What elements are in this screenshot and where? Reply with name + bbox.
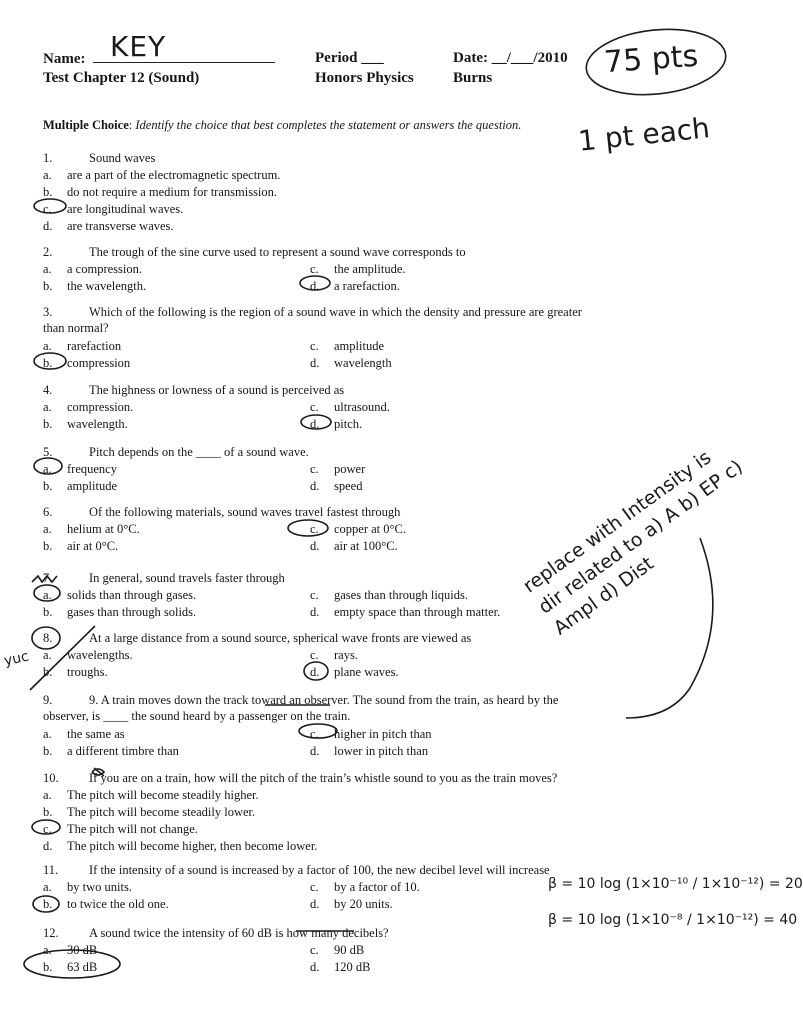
question-number: 8. bbox=[43, 631, 53, 645]
option-text: frequency bbox=[67, 462, 117, 476]
option-letter: b. bbox=[43, 185, 53, 199]
option-letter: b. bbox=[43, 417, 53, 431]
option-text: solids than through gases. bbox=[67, 588, 197, 602]
option-letter: b. bbox=[43, 539, 53, 553]
question-text: If you are on a train, how will the pitch of the train’s whistle sound to you as the train moves? bbox=[89, 771, 558, 785]
option-text: 30 dB bbox=[67, 943, 98, 957]
option-letter: b. bbox=[43, 356, 53, 370]
option-text: a compression. bbox=[67, 262, 142, 276]
option-letter: c. bbox=[43, 202, 52, 216]
question-text: Which of the following is the region of a sound wave in which the density and pressure are greater bbox=[89, 305, 582, 319]
question-number: 7. bbox=[43, 571, 53, 585]
question-number: 12. bbox=[43, 926, 59, 940]
option-text: gases than through liquids. bbox=[334, 588, 469, 602]
option-letter: c. bbox=[310, 522, 319, 536]
option-letter: a. bbox=[43, 522, 52, 536]
option-text: are transverse waves. bbox=[67, 219, 174, 233]
option-text: The pitch will become steadily higher. bbox=[67, 788, 259, 802]
date-label: Date: __/___/2010 bbox=[453, 50, 568, 66]
option-letter: d. bbox=[43, 219, 53, 233]
option-text: air at 0°C. bbox=[67, 539, 119, 553]
option-letter: d. bbox=[310, 960, 320, 974]
option-letter: a. bbox=[43, 727, 52, 741]
option-text: speed bbox=[334, 479, 363, 493]
replace-note-handwritten: replace with Intensity is dir related to a) A b) EP c) Ampl d) Dist bbox=[519, 446, 747, 640]
score-note-handwritten: 75 pts bbox=[602, 38, 700, 81]
option-text: amplitude bbox=[334, 339, 384, 353]
option-letter: a. bbox=[43, 168, 52, 182]
option-letter: c. bbox=[310, 588, 319, 602]
option-text: empty space than through matter. bbox=[334, 605, 501, 619]
option-text: the wavelength. bbox=[67, 279, 147, 293]
period-label: Period ___ bbox=[315, 50, 384, 66]
option-text: plane waves. bbox=[334, 665, 399, 679]
option-letter: c. bbox=[310, 462, 319, 476]
question-text: Of the following materials, sound waves travel fastest through bbox=[89, 505, 401, 519]
option-text: 120 dB bbox=[334, 960, 371, 974]
option-text: the same as bbox=[67, 727, 125, 741]
question-text: The highness or lowness of a sound is perceived as bbox=[89, 383, 345, 397]
option-letter: a. bbox=[43, 880, 52, 894]
option-letter: a. bbox=[43, 943, 52, 957]
question-number: 9. bbox=[43, 693, 53, 707]
option-text: are longitudinal waves. bbox=[67, 202, 184, 216]
question-number: 5. bbox=[43, 445, 53, 459]
option-text: rays. bbox=[334, 648, 358, 662]
option-text: lower in pitch than bbox=[334, 744, 429, 758]
option-letter: c. bbox=[310, 648, 319, 662]
option-text: gases than through solids. bbox=[67, 605, 197, 619]
question-text: If the intensity of a sound is increased by a factor of 100, the new decibel level will increase bbox=[89, 863, 550, 877]
option-text: are a part of the electromagnetic spectrum. bbox=[67, 168, 281, 182]
option-text: wavelengths. bbox=[67, 648, 133, 662]
option-letter: d. bbox=[310, 279, 320, 293]
question-text: Pitch depends on the ____ of a sound wave. bbox=[89, 445, 309, 459]
question-text-continued: than normal? bbox=[43, 321, 109, 335]
option-letter: c. bbox=[310, 943, 319, 957]
option-letter: a. bbox=[43, 262, 52, 276]
option-letter: c. bbox=[310, 727, 319, 741]
option-letter: d. bbox=[310, 665, 320, 679]
option-letter: b. bbox=[43, 805, 53, 819]
option-text: pitch. bbox=[334, 417, 363, 431]
question-number: 4. bbox=[43, 383, 53, 397]
question-text: The trough of the sine curve used to represent a sound wave corresponds to bbox=[89, 245, 466, 259]
question-number: 2. bbox=[43, 245, 53, 259]
q8-margin-handwritten: yuc bbox=[2, 648, 31, 670]
option-text: wavelength bbox=[334, 356, 392, 370]
option-letter: c. bbox=[310, 400, 319, 414]
option-letter: d. bbox=[310, 539, 320, 553]
option-text: power bbox=[334, 462, 366, 476]
option-letter: b. bbox=[43, 479, 53, 493]
question-text: 9. A train moves down the track toward an observer. The sound from the train, as heard by the bbox=[89, 693, 559, 707]
question-text: Sound waves bbox=[89, 151, 156, 165]
option-letter: d. bbox=[43, 839, 53, 853]
option-text: copper at 0°C. bbox=[334, 522, 406, 536]
class-name: Honors Physics bbox=[315, 70, 414, 86]
option-letter: a. bbox=[43, 588, 52, 602]
option-text: helium at 0°C. bbox=[67, 522, 140, 536]
question-text: In general, sound travels faster through bbox=[89, 571, 285, 585]
option-text: a rarefaction. bbox=[334, 279, 400, 293]
option-letter: a. bbox=[43, 648, 52, 662]
name-label: Name: bbox=[43, 50, 275, 68]
option-text: to twice the old one. bbox=[67, 897, 169, 911]
option-text: amplitude bbox=[67, 479, 117, 493]
question-number: 10. bbox=[43, 771, 59, 785]
option-text: the amplitude. bbox=[334, 262, 406, 276]
option-text: 63 dB bbox=[67, 960, 98, 974]
decibel-calc-line-2: β = 10 log (1×10⁻⁸ / 1×10⁻¹²) = 40 bbox=[548, 912, 798, 928]
option-letter: c. bbox=[43, 822, 52, 836]
option-text: compression bbox=[67, 356, 131, 370]
option-text: rarefaction bbox=[67, 339, 122, 353]
option-text: The pitch will become steadily lower. bbox=[67, 805, 256, 819]
option-letter: b. bbox=[43, 279, 53, 293]
option-text: do not require a medium for transmission. bbox=[67, 185, 278, 199]
option-text: The pitch will become higher, then become lower. bbox=[67, 839, 318, 853]
option-text: compression. bbox=[67, 400, 134, 414]
option-letter: b. bbox=[43, 960, 53, 974]
option-text: air at 100°C. bbox=[334, 539, 398, 553]
option-letter: c. bbox=[310, 880, 319, 894]
option-text: wavelength. bbox=[67, 417, 128, 431]
option-text: 90 dB bbox=[334, 943, 365, 957]
question-number: 3. bbox=[43, 305, 53, 319]
option-text: a different timbre than bbox=[67, 744, 179, 758]
option-letter: d. bbox=[310, 356, 320, 370]
option-letter: a. bbox=[43, 788, 52, 802]
option-letter: d. bbox=[310, 479, 320, 493]
option-letter: b. bbox=[43, 897, 53, 911]
option-text: by a factor of 10. bbox=[334, 880, 420, 894]
option-letter: d. bbox=[310, 897, 320, 911]
name-value-handwritten: KEY bbox=[110, 30, 167, 63]
question-text: A sound twice the intensity of 60 dB is how many decibels? bbox=[89, 926, 389, 940]
question-text: At a large distance from a sound source, spherical wave fronts are viewed as bbox=[89, 631, 472, 645]
option-letter: a. bbox=[43, 400, 52, 414]
option-letter: a. bbox=[43, 462, 52, 476]
option-letter: a. bbox=[43, 339, 52, 353]
option-letter: b. bbox=[43, 744, 53, 758]
decibel-calc-line-1: β = 10 log (1×10⁻¹⁰ / 1×10⁻¹²) = 20 bbox=[548, 876, 803, 892]
test-title: Test Chapter 12 (Sound) bbox=[43, 70, 200, 86]
answer-circle-q6 bbox=[288, 520, 328, 536]
question-number: 6. bbox=[43, 505, 53, 519]
option-text: troughs. bbox=[67, 665, 108, 679]
option-letter: c. bbox=[310, 262, 319, 276]
option-letter: c. bbox=[310, 339, 319, 353]
question-text-continued: observer, is ____ the sound heard by a passenger on the train. bbox=[43, 709, 351, 723]
points-note-handwritten: 1 pt each bbox=[576, 111, 712, 158]
option-text: by two units. bbox=[67, 880, 132, 894]
option-letter: d. bbox=[310, 605, 320, 619]
instructions: Multiple Choice: Identify the choice that best completes the statement or answers the question. bbox=[43, 118, 522, 132]
option-letter: b. bbox=[43, 665, 53, 679]
option-letter: b. bbox=[43, 605, 53, 619]
question-number: 1. bbox=[43, 151, 53, 165]
option-text: ultrasound. bbox=[334, 400, 390, 414]
option-text: The pitch will not change. bbox=[67, 822, 198, 836]
question-number: 11. bbox=[43, 863, 59, 877]
option-text: higher in pitch than bbox=[334, 727, 432, 741]
option-letter: d. bbox=[310, 744, 320, 758]
option-text: by 20 units. bbox=[334, 897, 393, 911]
option-letter: d. bbox=[310, 417, 320, 431]
teacher-name: Burns bbox=[453, 70, 493, 86]
